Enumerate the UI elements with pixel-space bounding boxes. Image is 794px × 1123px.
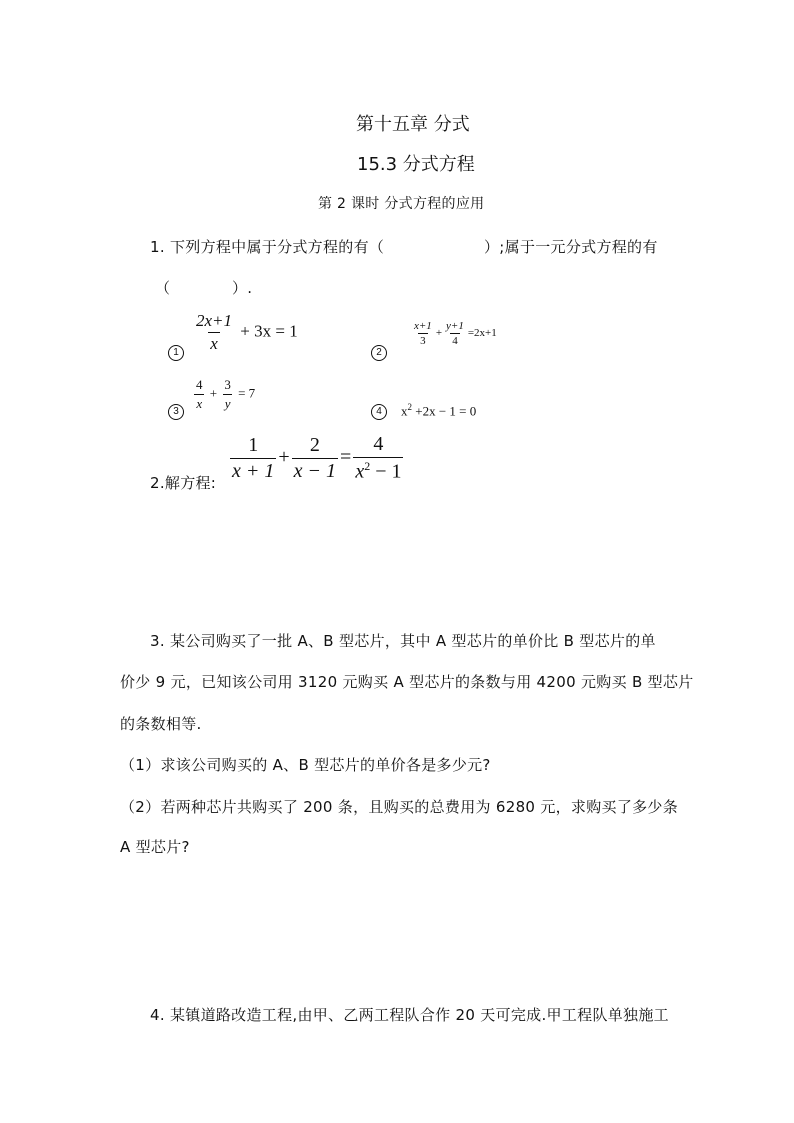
eq4-rest: +2x − 1 = 0: [412, 403, 477, 419]
q1-line2-open: （: [155, 279, 171, 297]
q1-line1-left: 1. 下列方程中属于分式方程的有（: [150, 238, 385, 256]
q2-f2-numerator: 2: [309, 433, 320, 456]
q3-line1: 3. 某公司购买了一批 A、B 型芯片，其中 A 型芯片的单价比 B 型芯片的单: [150, 632, 656, 650]
eq2-a-denominator: 3: [420, 335, 426, 347]
equation-3: [192, 377, 255, 412]
option-4-marker: 4: [371, 404, 387, 420]
option-3-marker: 3: [168, 404, 184, 420]
q2-equals: =: [340, 445, 352, 468]
eq1-numerator: 2x+1: [196, 311, 233, 330]
equation-4: [401, 402, 476, 419]
equation-1: [192, 311, 298, 354]
q4-line1: 4. 某镇道路改造工程,由甲、乙两工程队合作 20 天可完成.甲工程队单独施工: [150, 1006, 669, 1024]
q1-line1-right: ）;属于一元分式方程的有: [484, 238, 658, 256]
q2-f3-den-exponent: 2: [364, 459, 371, 473]
eq3-a-denominator: x: [196, 396, 203, 411]
eq1-denominator: x: [210, 334, 218, 353]
eq4-exponent: 2: [407, 402, 412, 412]
q2-plus: +: [278, 445, 290, 468]
q3-line3: 的条数相等.: [120, 715, 202, 733]
lesson-title: 第 2 课时 分式方程的应用: [318, 196, 485, 212]
q2-f1-numerator: 1: [248, 433, 259, 456]
eq3-plus: +: [209, 385, 218, 401]
q2-f1-denominator: x + 1: [232, 459, 275, 482]
q3-sub2-line1: （2）若两种芯片共购买了 200 条，且购买的总费用为 6280 元，求购买了多少条: [120, 798, 679, 816]
q2-f3-numerator: 4: [373, 433, 384, 455]
eq4-base: x: [401, 403, 408, 419]
option-1-marker: 1: [168, 345, 184, 361]
q2-f3-den-rest: − 1: [370, 460, 402, 483]
equation-2: [410, 320, 497, 347]
option-2-marker: 2: [371, 345, 387, 361]
chapter-title: 第十五章 分式: [356, 114, 470, 135]
eq3-rest: = 7: [238, 385, 256, 401]
q2-equation: [228, 433, 405, 484]
q2-label: 2.解方程:: [150, 474, 217, 492]
eq3-b-numerator: 3: [224, 377, 231, 392]
q2-f3-den-base: x: [355, 460, 365, 483]
eq2-b-denominator: 4: [452, 335, 458, 347]
eq3-b-denominator: y: [224, 396, 231, 411]
q3-sub1: （1）求该公司购买的 A、B 型芯片的单价各是多少元?: [120, 756, 491, 774]
q3-line2: 价少 9 元，已知该公司用 3120 元购买 A 型芯片的条数与用 4200 元购买 B 型芯片: [120, 673, 694, 691]
q3-sub2-line2: A 型芯片?: [120, 838, 190, 856]
q1-line2-close: ）.: [232, 279, 253, 297]
section-title: 15.3 分式方程: [357, 154, 475, 175]
eq3-a-numerator: 4: [196, 377, 203, 392]
q2-f2-denominator: x − 1: [293, 459, 337, 482]
eq2-b-numerator: y+1: [446, 320, 464, 332]
eq2-plus: +: [435, 327, 443, 340]
eq2-a-numerator: x+1: [414, 320, 432, 332]
eq2-rest: =2x+1: [467, 327, 497, 340]
eq1-rest: + 3x = 1: [240, 321, 298, 341]
